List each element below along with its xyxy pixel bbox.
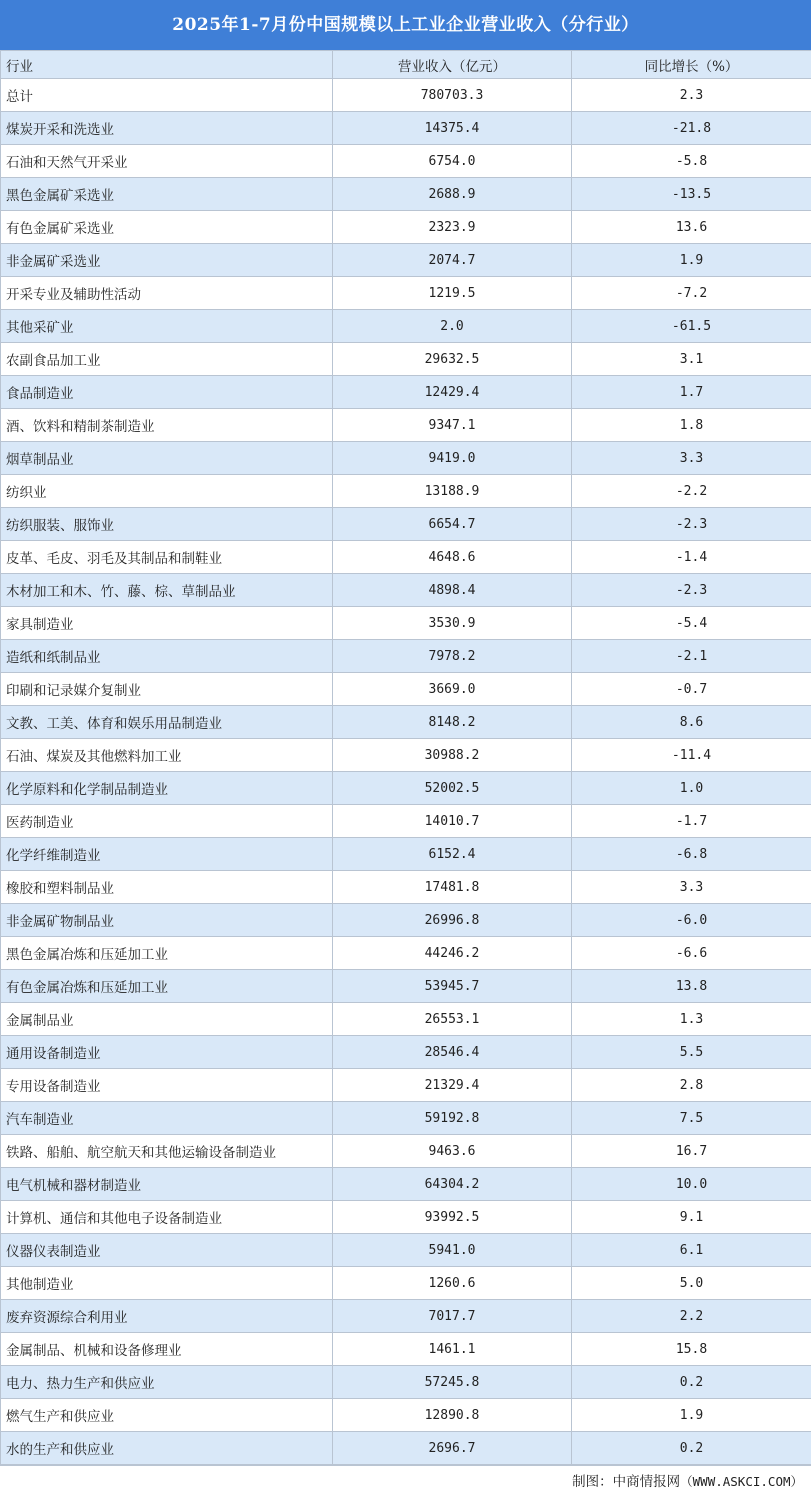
table-row <box>1 1201 811 1234</box>
table-row <box>1 112 811 145</box>
cell-growth: -1.4 <box>572 541 811 574</box>
cell-industry: 水的生产和供应业 <box>1 1432 333 1465</box>
table-row <box>1 1135 811 1168</box>
cell-growth: 2.2 <box>572 1300 811 1333</box>
table-row <box>1 574 811 607</box>
cell-growth: 0.2 <box>572 1366 811 1399</box>
cell-revenue: 26996.8 <box>333 904 572 937</box>
table-row <box>1 1432 811 1465</box>
table-body <box>1 79 811 1465</box>
cell-growth: 2.3 <box>572 79 811 112</box>
cell-industry: 酒、饮料和精制茶制造业 <box>1 409 333 442</box>
table-row <box>1 244 811 277</box>
table-row <box>1 277 811 310</box>
table-row <box>1 706 811 739</box>
table-row <box>1 640 811 673</box>
cell-growth: 15.8 <box>572 1333 811 1366</box>
table-row <box>1 1399 811 1432</box>
source-label: 制图：中商情报网 <box>572 1474 681 1490</box>
cell-revenue: 9419.0 <box>333 442 572 475</box>
cell-growth: -5.8 <box>572 145 811 178</box>
cell-growth: -5.4 <box>572 607 811 640</box>
cell-industry: 皮革、毛皮、羽毛及其制品和制鞋业 <box>1 541 333 574</box>
cell-industry: 计算机、通信和其他电子设备制造业 <box>1 1201 333 1234</box>
cell-growth: 13.6 <box>572 211 811 244</box>
table-row <box>1 211 811 244</box>
cell-industry: 黑色金属冶炼和压延加工业 <box>1 937 333 970</box>
table-row <box>1 1300 811 1333</box>
table-row <box>1 442 811 475</box>
cell-growth: -6.8 <box>572 838 811 871</box>
cell-revenue: 2688.9 <box>333 178 572 211</box>
cell-revenue: 4898.4 <box>333 574 572 607</box>
cell-revenue: 93992.5 <box>333 1201 572 1234</box>
cell-revenue: 9347.1 <box>333 409 572 442</box>
cell-revenue: 17481.8 <box>333 871 572 904</box>
cell-industry: 非金属矿采选业 <box>1 244 333 277</box>
cell-revenue: 26553.1 <box>333 1003 572 1036</box>
cell-growth: -21.8 <box>572 112 811 145</box>
cell-revenue: 1461.1 <box>333 1333 572 1366</box>
cell-growth: 5.0 <box>572 1267 811 1300</box>
cell-industry: 金属制品业 <box>1 1003 333 1036</box>
table-row <box>1 1333 811 1366</box>
table-row <box>1 937 811 970</box>
cell-revenue: 6152.4 <box>333 838 572 871</box>
cell-revenue: 2323.9 <box>333 211 572 244</box>
cell-industry: 有色金属冶炼和压延加工业 <box>1 970 333 1003</box>
cell-industry: 金属制品、机械和设备修理业 <box>1 1333 333 1366</box>
cell-industry: 废弃资源综合利用业 <box>1 1300 333 1333</box>
cell-revenue: 6754.0 <box>333 145 572 178</box>
cell-growth: -11.4 <box>572 739 811 772</box>
cell-industry: 木材加工和木、竹、藤、棕、草制品业 <box>1 574 333 607</box>
cell-industry: 电力、热力生产和供应业 <box>1 1366 333 1399</box>
table-row <box>1 607 811 640</box>
cell-industry: 其他采矿业 <box>1 310 333 343</box>
cell-growth: 9.1 <box>572 1201 811 1234</box>
cell-growth: -61.5 <box>572 310 811 343</box>
cell-revenue: 1219.5 <box>333 277 572 310</box>
table-row <box>1 1036 811 1069</box>
source-url: （WWW.ASKCI.COM） <box>680 1474 803 1489</box>
cell-growth: 1.9 <box>572 1399 811 1432</box>
cell-revenue: 12429.4 <box>333 376 572 409</box>
table-row <box>1 343 811 376</box>
cell-revenue: 4648.6 <box>333 541 572 574</box>
cell-revenue: 6654.7 <box>333 508 572 541</box>
table-title: 2025年1-7月份中国规模以上工业企业营业收入（分行业） <box>0 0 811 50</box>
table-row <box>1 739 811 772</box>
cell-industry: 专用设备制造业 <box>1 1069 333 1102</box>
cell-revenue: 64304.2 <box>333 1168 572 1201</box>
cell-industry: 总计 <box>1 79 333 112</box>
cell-growth: -2.2 <box>572 475 811 508</box>
cell-industry: 纺织服装、服饰业 <box>1 508 333 541</box>
cell-revenue: 28546.4 <box>333 1036 572 1069</box>
table-row <box>1 1234 811 1267</box>
cell-revenue: 780703.3 <box>333 79 572 112</box>
cell-revenue: 8148.2 <box>333 706 572 739</box>
table-row <box>1 805 811 838</box>
cell-growth: -7.2 <box>572 277 811 310</box>
cell-growth: -0.7 <box>572 673 811 706</box>
table-row <box>1 310 811 343</box>
table-row <box>1 871 811 904</box>
cell-industry: 仪器仪表制造业 <box>1 1234 333 1267</box>
table-row <box>1 508 811 541</box>
cell-revenue: 30988.2 <box>333 739 572 772</box>
industry-revenue-table <box>0 50 811 1465</box>
header-industry: 行业 <box>1 51 333 79</box>
table-row <box>1 904 811 937</box>
cell-growth: -6.0 <box>572 904 811 937</box>
cell-industry: 化学原料和化学制品制造业 <box>1 772 333 805</box>
cell-growth: 6.1 <box>572 1234 811 1267</box>
cell-revenue: 2.0 <box>333 310 572 343</box>
cell-revenue: 53945.7 <box>333 970 572 1003</box>
header-revenue: 营业收入（亿元） <box>333 51 572 79</box>
table-row <box>1 673 811 706</box>
cell-revenue: 21329.4 <box>333 1069 572 1102</box>
cell-growth: 3.3 <box>572 442 811 475</box>
table-row <box>1 1366 811 1399</box>
table-row <box>1 376 811 409</box>
table-row <box>1 79 811 112</box>
cell-growth: 10.0 <box>572 1168 811 1201</box>
table-row <box>1 1003 811 1036</box>
cell-revenue: 9463.6 <box>333 1135 572 1168</box>
table-row <box>1 1102 811 1135</box>
cell-revenue: 3530.9 <box>333 607 572 640</box>
cell-industry: 电气机械和器材制造业 <box>1 1168 333 1201</box>
cell-growth: -2.3 <box>572 508 811 541</box>
cell-industry: 煤炭开采和洗选业 <box>1 112 333 145</box>
header-growth: 同比增长（%） <box>572 51 811 79</box>
table-row <box>1 1267 811 1300</box>
cell-revenue: 1260.6 <box>333 1267 572 1300</box>
cell-growth: 13.8 <box>572 970 811 1003</box>
cell-industry: 汽车制造业 <box>1 1102 333 1135</box>
cell-industry: 橡胶和塑料制品业 <box>1 871 333 904</box>
cell-revenue: 52002.5 <box>333 772 572 805</box>
cell-industry: 食品制造业 <box>1 376 333 409</box>
cell-revenue: 44246.2 <box>333 937 572 970</box>
table-row <box>1 475 811 508</box>
cell-industry: 石油、煤炭及其他燃料加工业 <box>1 739 333 772</box>
cell-revenue: 7978.2 <box>333 640 572 673</box>
cell-industry: 开采专业及辅助性活动 <box>1 277 333 310</box>
cell-growth: -13.5 <box>572 178 811 211</box>
table-row <box>1 772 811 805</box>
cell-industry: 造纸和纸制品业 <box>1 640 333 673</box>
cell-revenue: 3669.0 <box>333 673 572 706</box>
cell-industry: 有色金属矿采选业 <box>1 211 333 244</box>
cell-revenue: 57245.8 <box>333 1366 572 1399</box>
cell-industry: 燃气生产和供应业 <box>1 1399 333 1432</box>
cell-growth: -2.3 <box>572 574 811 607</box>
cell-industry: 纺织业 <box>1 475 333 508</box>
cell-industry: 文教、工美、体育和娱乐用品制造业 <box>1 706 333 739</box>
cell-growth: -2.1 <box>572 640 811 673</box>
cell-growth: 1.0 <box>572 772 811 805</box>
cell-growth: 7.5 <box>572 1102 811 1135</box>
cell-growth: -6.6 <box>572 937 811 970</box>
cell-industry: 黑色金属矿采选业 <box>1 178 333 211</box>
cell-industry: 家具制造业 <box>1 607 333 640</box>
cell-growth: 1.7 <box>572 376 811 409</box>
cell-industry: 印刷和记录媒介复制业 <box>1 673 333 706</box>
cell-growth: 8.6 <box>572 706 811 739</box>
cell-revenue: 5941.0 <box>333 1234 572 1267</box>
cell-growth: 1.9 <box>572 244 811 277</box>
cell-growth: -1.7 <box>572 805 811 838</box>
cell-revenue: 2074.7 <box>333 244 572 277</box>
cell-growth: 1.3 <box>572 1003 811 1036</box>
cell-growth: 5.5 <box>572 1036 811 1069</box>
cell-industry: 化学纤维制造业 <box>1 838 333 871</box>
cell-industry: 通用设备制造业 <box>1 1036 333 1069</box>
table-row <box>1 541 811 574</box>
cell-revenue: 12890.8 <box>333 1399 572 1432</box>
source-footer <box>0 1465 811 1498</box>
table-header-row <box>1 51 811 79</box>
cell-growth: 0.2 <box>572 1432 811 1465</box>
cell-growth: 2.8 <box>572 1069 811 1102</box>
cell-revenue: 13188.9 <box>333 475 572 508</box>
cell-industry: 铁路、船舶、航空航天和其他运输设备制造业 <box>1 1135 333 1168</box>
table-row <box>1 838 811 871</box>
cell-industry: 石油和天然气开采业 <box>1 145 333 178</box>
table-row <box>1 970 811 1003</box>
cell-growth: 1.8 <box>572 409 811 442</box>
table-row <box>1 145 811 178</box>
cell-industry: 烟草制品业 <box>1 442 333 475</box>
cell-revenue: 29632.5 <box>333 343 572 376</box>
cell-growth: 3.1 <box>572 343 811 376</box>
cell-revenue: 14375.4 <box>333 112 572 145</box>
table-row <box>1 1069 811 1102</box>
cell-industry: 其他制造业 <box>1 1267 333 1300</box>
cell-revenue: 14010.7 <box>333 805 572 838</box>
cell-revenue: 59192.8 <box>333 1102 572 1135</box>
table-row <box>1 1168 811 1201</box>
cell-growth: 16.7 <box>572 1135 811 1168</box>
cell-revenue: 2696.7 <box>333 1432 572 1465</box>
cell-industry: 农副食品加工业 <box>1 343 333 376</box>
table-row <box>1 409 811 442</box>
table-row <box>1 178 811 211</box>
cell-revenue: 7017.7 <box>333 1300 572 1333</box>
cell-industry: 医药制造业 <box>1 805 333 838</box>
cell-industry: 非金属矿物制品业 <box>1 904 333 937</box>
cell-growth: 3.3 <box>572 871 811 904</box>
